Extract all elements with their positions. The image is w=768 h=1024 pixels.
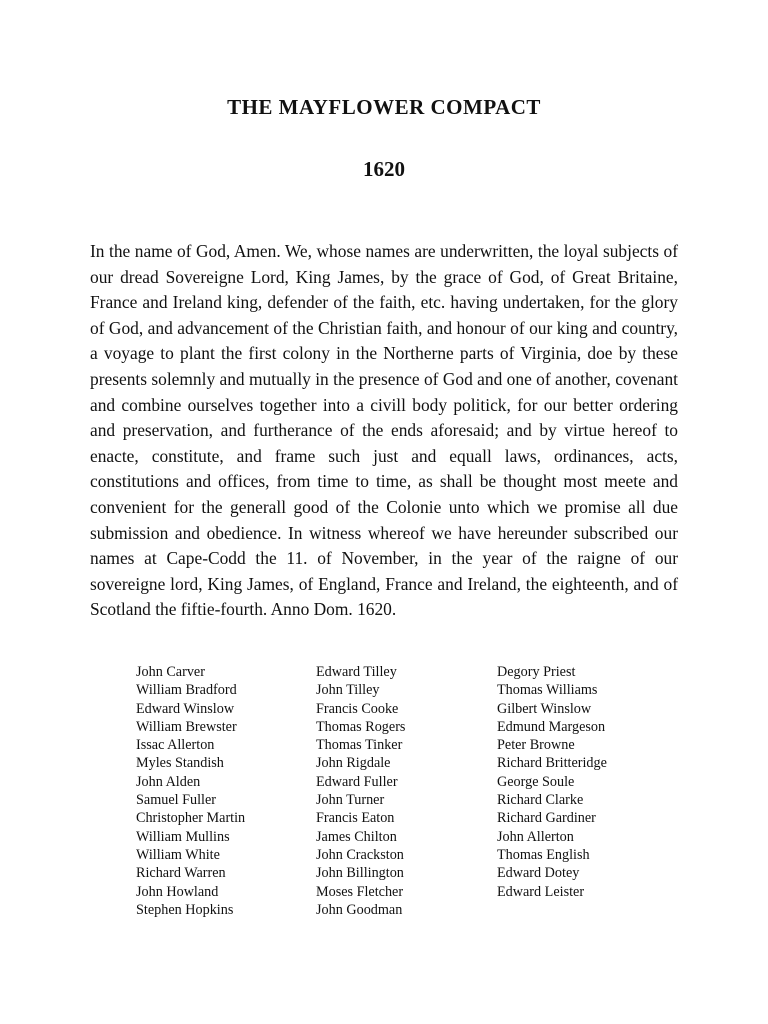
signer-name: Peter Browne [497, 737, 575, 754]
compact-body-text: In the name of God, Amen. We, whose names are underwritten, the loyal subjects of our dread Sovereigne Lord, King James, by the grace of God, of Great Britaine, France and Ireland king, defender of the faith, etc. having undertaken, for the glory of God, and advancement of the Christian faith, and honour of our king and country, a voyage to plant the first colony in the Northerne parts of Virginia, doe by these presents solemnly and mutually in the presence of God and one of another, covenant and combine ourselves together into a civill body politick, for our better ordering and preservation, and furtherance of the ends aforesaid; and by virtue hereof to enacte, constitute, and frame such just and equall laws, ordinances, acts, constitutions and offices, from time to time, as shall be thought most meete and convenient for the generall good of the Colonie unto which we promise all due submission and obedience. In witness whereof we have hereunder subscribed our names at Cape-Codd the 11. of November, in the year of the raigne of our sovereigne lord, King James, of England, France and Ireland, the eighteenth, and of Scotland the fiftie-fourth. Anno Dom. 1620. [90, 241, 678, 620]
signer-name: William White [136, 846, 220, 863]
signer-name: Richard Gardiner [497, 810, 596, 827]
signer-name: John Crackston [316, 846, 404, 863]
signer-name: Gilbert Winslow [497, 700, 592, 717]
signers-list [136, 663, 696, 923]
signer-name: Thomas Tinker [316, 737, 403, 754]
signer-name: John Billington [316, 865, 404, 882]
signer-name: John Carver [136, 664, 205, 680]
signer-name: Issac Allerton [136, 737, 215, 754]
signer-name: Edward Winslow [136, 700, 235, 717]
signer-name: John Howland [136, 883, 219, 900]
signer-name: John Rigdale [316, 755, 391, 772]
signer-name: Samuel Fuller [136, 792, 216, 809]
signer-name: Richard Clarke [497, 792, 584, 809]
signer-name: Francis Cooke [316, 700, 399, 717]
signers-column-3 [497, 663, 677, 901]
signers-column-2 [316, 663, 496, 919]
signer-name: William Bradford [136, 682, 237, 699]
signer-name: Edward Dotey [497, 865, 580, 882]
signer-name: Stephen Hopkins [136, 901, 234, 918]
signer-name: John Turner [316, 792, 385, 809]
signer-name: Richard Warren [136, 865, 226, 882]
signer-name: John Alden [136, 773, 201, 790]
signer-name: Edward Tilley [316, 664, 397, 680]
signer-name: James Chilton [316, 828, 397, 845]
signer-name: Moses Fletcher [316, 883, 404, 900]
signer-name: George Soule [497, 773, 575, 790]
signer-name: Edward Leister [497, 883, 585, 900]
signer-name: Edmund Margeson [497, 718, 606, 735]
signer-name: Thomas Rogers [316, 718, 406, 735]
signer-name: Francis Eaton [316, 810, 395, 827]
signer-name: Edward Fuller [316, 773, 398, 790]
signer-name: Thomas Williams [497, 682, 598, 699]
document-title: THE MAYFLOWER COMPACT [227, 95, 541, 119]
signer-name: Richard Britteridge [497, 755, 607, 772]
signer-name: John Goodman [316, 901, 403, 918]
signer-name: Christopher Martin [136, 810, 246, 827]
signer-name: Degory Priest [497, 664, 576, 680]
signers-column-1 [136, 663, 316, 919]
signer-name: John Tilley [316, 682, 380, 699]
signer-name: Thomas English [497, 846, 590, 863]
signer-name: William Mullins [136, 828, 230, 845]
signer-name: Myles Standish [136, 755, 224, 772]
signer-name: John Allerton [497, 828, 574, 845]
signer-name: William Brewster [136, 718, 237, 735]
document-year: 1620 [363, 157, 405, 181]
